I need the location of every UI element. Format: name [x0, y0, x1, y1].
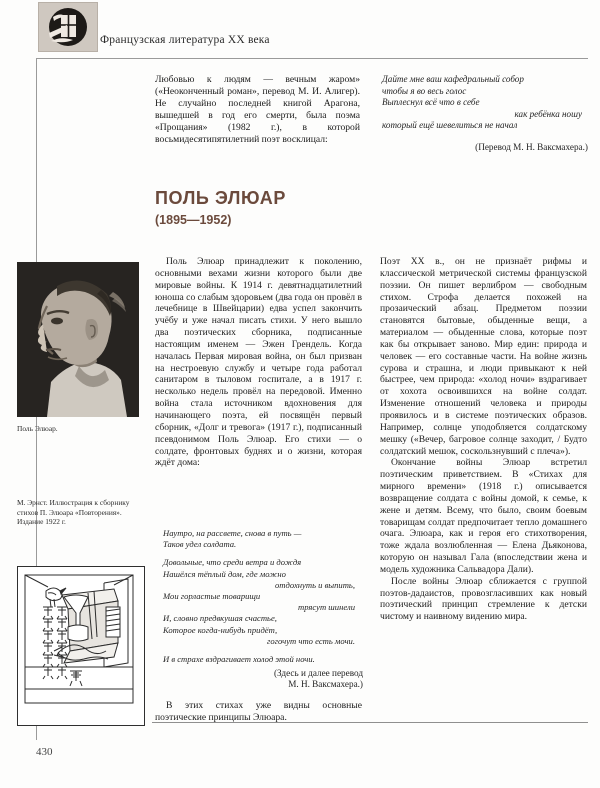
- paragraph: Окончание войны Элюар встретил поэтическим приветствием. В «Стихах для мирного времени» (1918 г.) описывается возвращение солдата с войны домой, к семье, к жене и детям. Всему, что было, своим боевым товарищам солдат предпочитает тепло домашнего очага. Элюара, как и героя его стихотворения, тоже ждала возлюбленная — Елена Дьяконова, которую он называл Гала (впоследствии жена и модель художника Сальвадора Дали).: [380, 457, 587, 575]
- poem-line: Наутро, на рассвете, снова в путь —: [163, 528, 302, 538]
- poem-line: отдохнуть и выпить,: [275, 579, 355, 590]
- verse-line: который ещё шевелиться не начал: [382, 120, 518, 131]
- running-head-title: Французская литература XX века: [100, 34, 270, 46]
- bottom-rule: [152, 722, 588, 723]
- section-title: ПОЛЬ ЭЛЮАР: [155, 188, 286, 208]
- body-column-left: [155, 256, 362, 469]
- poem-line: Довольные, что среди ветра и дождя: [163, 557, 302, 568]
- section-life-years: (1895—1952): [155, 213, 232, 227]
- paul-eluard-portrait: [17, 262, 139, 417]
- portrait-caption: Поль Элюар.: [17, 424, 58, 433]
- verse-line: чтобы я во весь голос: [382, 85, 467, 96]
- page-header: [0, 0, 600, 58]
- paragraph: После войны Элюар сближается с группой поэтов-дадаистов, провозгласивших как новый поэтический принцип стремление к детски чистому и наивному видению мира.: [380, 575, 587, 623]
- poem-stanza: [163, 528, 363, 550]
- poem-line: Мои горластые товарищи: [163, 591, 261, 602]
- verse-translator-credit: (Перевод М. Н. Ваксмахера.): [475, 142, 588, 152]
- paragraph: Поль Элюар принадлежит к поколению, основными вехами жизни которого были две мировые войны. К 1914 г. девятнадцатилетний юноша со слабым здоровьем (два года он провёл в лечебнице в Швейцарии) едва успел закончить учёбу и уже начал писать стихи. У него вышло два поэтических сборника, подписанные настоящим именем — Эжен Грендель. Когда началась Первая мировая война, он был призван на нестроевую службу и четыре года работал санитаром в тыловом госпитале, а в 1917 г. несколько недель провёл на передовой. Именно война стала источником вдохновения для начинающего поэта, ей посвящён первый сборник, «Долг и тревога» (1917 г.), подписанный псевдонимом Поль Элюар. Его стихи — о солдате, фронтовых буднях и о жизни, которая ждёт дома:: [155, 256, 362, 469]
- book-emblem-icon: [38, 2, 98, 52]
- poem-line: И в страхе вздрагивает холод этой ночи.: [163, 654, 315, 665]
- credit-line: (Здесь и далее перевод: [273, 668, 363, 678]
- verse-line: Выплеснул всё что в себе: [382, 97, 480, 108]
- poem-stanza: [163, 654, 363, 665]
- page-number: 430: [36, 746, 53, 758]
- verse-line: Дайте мне ваш кафедральный собор: [382, 74, 524, 84]
- verse-line: как ребёнка ношу: [514, 108, 582, 119]
- poem-line: Которое когда-нибудь придёт,: [163, 624, 278, 635]
- eluard-poem: [163, 528, 363, 665]
- frame-top-rule: [36, 58, 588, 59]
- aragon-verse: [382, 74, 588, 132]
- max-ernst-illustration: [17, 566, 145, 726]
- body-column-right: [380, 256, 587, 623]
- paragraph: Поэт XX в., он не признаёт рифмы и классической метрической системы французской поэзии. Он пишет верлибром — свободным стихом. Строфа делается похожей на прозаический абзац. Предметом поэзии становятся бытовые, обыденные вещи, а материалом — обыденные слова, которые поэт как бы открывает заново. Мир един: природа и человек — его составные части. На войне жизнь сурова и страшна, и люди привыкают к ней быстрее, чем природа: «холод ночи» вздрагивает от хохота освоившихся на войне солдат. Изменение отношений человека и природы проявилось и в системе поэтических образов. Например, солнце уподобляется солдатскому мешку («Вечер, багровое солнце заходит, / Будто солдатский мешок, соскользнувший с плеча»).: [380, 256, 587, 457]
- poem-line: И, словно предвкушая счастье,: [163, 613, 277, 624]
- ernst-illustration-caption: М. Эрнст. Иллюстрация к сборнику стихов П. Элюара «Повторения». Издание 1922 г.: [17, 498, 130, 527]
- poem-line: гогочут что есть мочи.: [267, 635, 355, 646]
- poem-translator-credit: [200, 668, 363, 691]
- poem-stanza: [163, 557, 363, 647]
- intro-paragraph: Любовью к людям — вечным жаром» («Неоконченный роман», перевод М. И. Алигер). Не случайно последней книгой Арагона, вышедшей в год его смерти, была поэма «Прощания» (1982 г.), в которой восьмидесятипятилетний поэт восклицал:: [155, 74, 360, 145]
- poem-line: Нашёлся тёплый дом, где можно: [163, 568, 286, 579]
- poem-line: трясут шинели: [297, 602, 355, 613]
- closing-paragraph: В этих стихах уже видны основные поэтические принципы Элюара.: [155, 700, 362, 723]
- poem-line: Таков удел солдата.: [163, 539, 237, 550]
- credit-line: М. Н. Ваксмахера.): [288, 679, 363, 690]
